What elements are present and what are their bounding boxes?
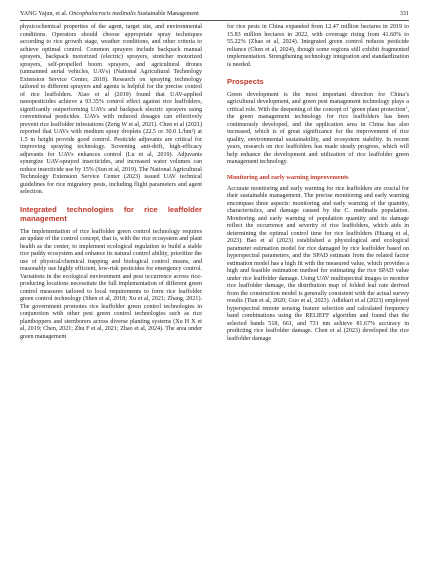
subsection-heading: Monitoring and early warning improvements: [227, 173, 349, 181]
left-column: [20, 24, 202, 341]
right-column: [227, 24, 409, 343]
body-paragraph: physicochemical properties of the agent, target site, and environmental conditions. Operators should choose appropriate spray techniques according to rice growth stage, weather conditions, and other criteria to achieve optimal control. Common sprayers include backpack manual sprayers, backpack motorized (electric) sprayers, stretcher motorized sprayers, self-propelled boom sprayers, and agricultural drones (unmanned aerial vehicles, UAVs) (National Agricultural Technology Extension Service Center, 2018). Research on spraying technology tailored to different sprayers and agents is helpful for the precise control of rice leaffolders. Xiao et al (2019) found that UAV-applied nanopesticides achieve a 93.35% control effect against rice leaffolders, significantly outperforming UAVs and backpack electric sprayers using conventional pesticides. UAVs with reduced dosages can effectively prevent rice leaffolder infestations (Zeng W et al, 2021). Chen et al (2021) reported that UAVs with medium spray droplets (22.5 or 30.0 L/hm²) at 1.5 m height provide good control. Pesticide adjuvants are critical for improving spraying technology. Screening anti-drift, high-efficacy adjuvants for UAVs enhances control (Lu et al, 2019). Adjuvants synergize UAV-sprayed insecticides, and increased water volumes can reduce insecticide use by 15% (Sun et al, 2019). The National Agricultural Technology Extension Service Center (2023) issued UAV technical guidelines for rice migratory pests, including flight parameters and agent selection.: [20, 24, 202, 195]
body-paragraph: The implementation of rice leaffolder green control technology requires an update of the control concept, that is, with the rice ecosystem and plant health as the center, to implement ecological regulation to build a stable rice paddy ecosystem and enhance its natural control ability, prioritize the use of physical/chemical trapping and biological control means, and reasonably use highly efficient, low-risk pesticides for emergency control. Variations in the ecological environment and pest occurrence across rice-producing locations necessitate the full implementation of different green control measures tailored to local requirements to form rice leaffolder green control technology (Shen et al, 2018; Xu et al, 2021; Zhang, 2021). The government promotes rice leaffolder green control technologies in conjunction with other pest green control technologies such as rice planthoppers and stemborers across diverse planting systems (Xu H X et al, 2019; Chen, 2021; Zhu F et al, 2021; Zhao et al, 2024). The area under green management: [20, 228, 202, 340]
header-rule: [20, 20, 409, 21]
running-title: [20, 8, 199, 20]
body-paragraph: for rice pests in China expanded from 12.47 million hectares in 2019 to 15.83 million hectares in 2022, with coverage rising from 41.60% to 55.22% (Zhao et al, 2024). Integrated green control reduces pesticide reliance (Chen et al, 2024), though some regions still exhibit fragmented implementation. Strengthening technology integration and standardization is needed.: [227, 24, 409, 68]
page-number: 331: [399, 11, 409, 17]
section-heading: Prospects: [227, 77, 264, 86]
running-title-species: Oncophalocrocis medinalis: [68, 11, 136, 17]
body-paragraph: Green development is the most important direction for China’s agricultural development, and green pest management technology plays a critical role. With the deepening of the concept of ‘green plant protection’, the green management technology for rice leaffolders has been continuously developed, and the application area in China has also increased, which is of great significance for the improvement of rice quality, environmental sustainability, and ecosystem stability. In recent years, research on rice leaffolders has made steady progress, which will help enhance the development and utilization of rice leaffolder green management technology.: [227, 91, 409, 165]
running-title-suffix: Sustainable Management: [135, 11, 199, 17]
section-heading: Integrated technologies for rice leaffolder management: [20, 204, 202, 223]
running-authors: YANG Yajun, et al.: [20, 11, 69, 17]
running-header: [20, 8, 409, 20]
body-paragraph: Accurate monitoring and early warning for rice leaffolders are crucial for their sustainable management. The precise monitoring and early warning encompass three aspects: monitoring and early warning of the quantity, characteristics, and damage caused by the C. medinalis population. Monitoring and early warning of population quantity and its damage reflect the occurrence and severity of rice leaffolders, which aids in determining the optimal control time for rice leaffolders (Huang et al, 2023). Bao et al (2023) established a physiological and ecological parameter estimation model for rice damaged by rice leaffolder based on hyperspectral parameters, and the SPAD estimate from the related factor estimation model has a high fit with the measured value, which provides a high and feasible estimation method for estimating the rice SPAD value under rice leaffolder damage. Using UAV multispectral images to monitor rice leaffolder damage, the distribution map of folded leaf rate derived from the construction model is generally consistent with the actual survey results (Tian et al, 2020; Guo et al, 2023). Adhikari et al (2023) employed hyperspectral remote sensing feature selection and calculated frequency band combinations using the RELIEFF algorithm and found that the selected bands 518, 661, and 731 nm achieve 81.67% accuracy in predicting rice leaffolder damage. Chen et al (2023) developed the rice leaffolder damage: [227, 185, 409, 342]
